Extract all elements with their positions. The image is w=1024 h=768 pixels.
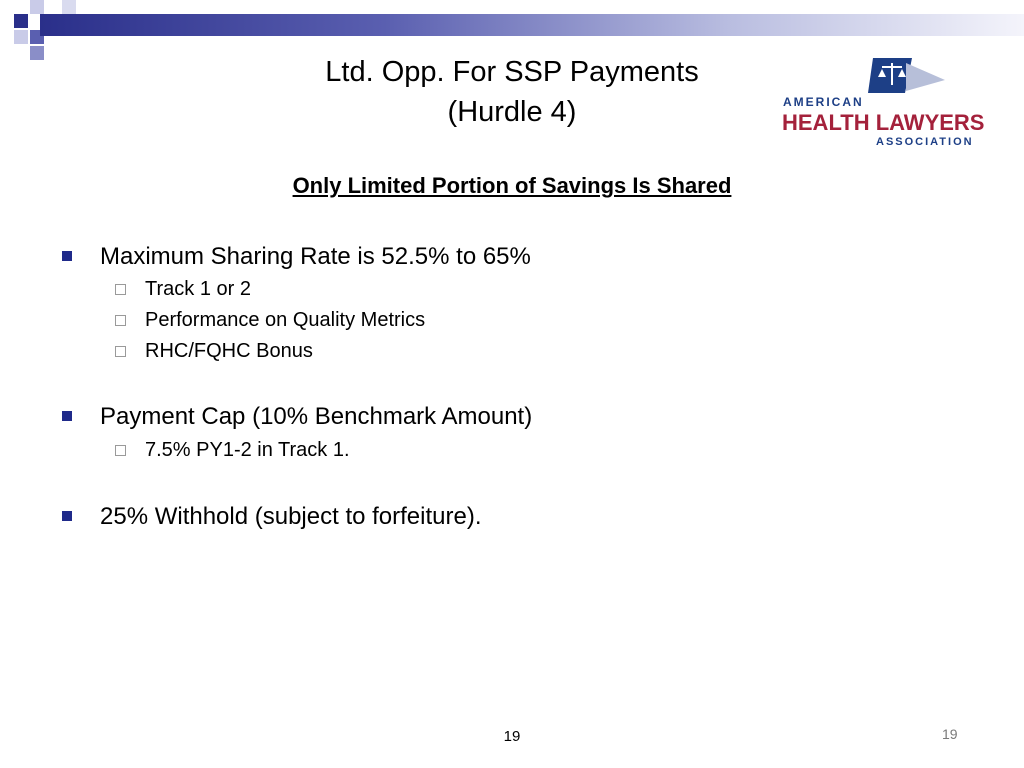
page-number: 19: [942, 726, 958, 742]
hollow-square-bullet-icon: [115, 284, 126, 295]
hollow-square-bullet-icon: [115, 315, 126, 326]
square-bullet-icon: [62, 251, 72, 261]
sub-bullet-item: [145, 278, 251, 301]
bullet-item: [100, 503, 482, 531]
bullet-item: [100, 403, 532, 431]
bullet-item: [100, 243, 531, 271]
sub-bullet-item: [145, 340, 313, 363]
corner-square: [62, 0, 76, 14]
logo-text-health-lawyers: HEALTH LAWYERS: [782, 110, 985, 135]
corner-square: [14, 30, 28, 44]
slide-subheading: Only Limited Portion of Savings Is Shared: [292, 173, 732, 198]
sub-bullet-item: [145, 439, 350, 462]
sub-bullet-text: 7.5% PY1-2 in Track 1.: [145, 439, 350, 461]
sub-bullet-text: RHC/FQHC Bonus: [145, 340, 313, 362]
corner-square: [30, 0, 44, 14]
top-accent-bar: [40, 14, 1024, 36]
scales-emblem-icon: [780, 55, 980, 95]
bullet-text: 25% Withhold (subject to forfeiture).: [100, 503, 482, 530]
bullet-text: Payment Cap (10% Benchmark Amount): [100, 403, 533, 430]
ahla-logo: [780, 55, 985, 150]
sub-bullet-item: [145, 309, 425, 332]
hollow-square-bullet-icon: [115, 445, 126, 456]
logo-text-association: ASSOCIATION: [876, 136, 974, 148]
corner-square: [14, 14, 28, 28]
square-bullet-icon: [62, 511, 72, 521]
footer-slide-number: 19: [503, 728, 521, 745]
sub-bullet-text: Performance on Quality Metrics: [145, 309, 426, 331]
square-bullet-icon: [62, 411, 72, 421]
logo-text-american: AMERICAN: [783, 95, 864, 109]
slide-title-line2: (Hurdle 4): [447, 96, 577, 128]
hollow-square-bullet-icon: [115, 346, 126, 357]
slide-title-line1: Ltd. Opp. For SSP Payments: [325, 56, 699, 88]
bullet-text: Maximum Sharing Rate is 52.5% to 65%: [100, 243, 531, 270]
sub-bullet-text: Track 1 or 2: [145, 278, 251, 300]
